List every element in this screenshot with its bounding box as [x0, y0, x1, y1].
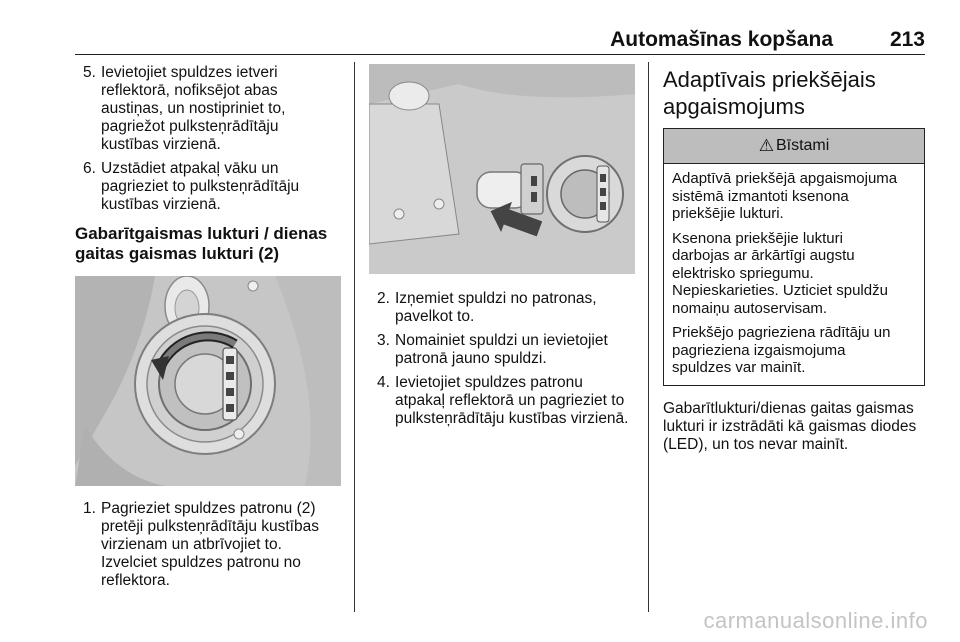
step-number: 5.: [83, 64, 96, 81]
step-line: kustības virzienā.: [101, 136, 221, 153]
step-list-bottom: [75, 500, 343, 590]
column-middle: [369, 64, 634, 434]
warning-line: sistēmā izmantoti ksenona: [672, 187, 849, 205]
step-line: Ievietojiet spuldzes patronu: [395, 374, 583, 391]
step-line: reflektorā, nofiksējot abas: [101, 82, 278, 99]
warning-paragraph: [672, 170, 916, 223]
step-line: pavelkot to.: [395, 308, 475, 325]
warning-line: spuldzes var mainīt.: [672, 359, 806, 376]
section-subheading: [75, 224, 343, 264]
warning-line: Ksenona priekšējie lukturi: [672, 229, 843, 247]
warning-line: pagrieziena izgaismojuma: [672, 341, 846, 359]
step-line: Izņemiet spuldzi no patronas,: [395, 290, 597, 307]
step-line: pulksteņrādītāju kustības virzienā.: [395, 410, 629, 427]
step-number: 1.: [83, 500, 96, 517]
warning-line: Nepieskarieties. Uzticiet spuldžu: [672, 282, 888, 299]
warning-box: [663, 128, 925, 386]
column-divider-left: [354, 62, 355, 612]
step-line: kustības virzienā.: [101, 196, 221, 213]
step-line: pagriežot pulksteņrādītāju: [101, 118, 279, 135]
warning-line: Adaptīvā priekšējā apgaismojuma: [672, 170, 898, 187]
warning-line: nomaiņu autoservisam.: [672, 299, 828, 317]
bulb-holder-illustration: [75, 276, 341, 486]
led-paragraph: [663, 400, 925, 454]
subheading-line: gaitas gaismas lukturi (2): [75, 244, 280, 263]
warning-line: elektrisko spriegumu.: [672, 264, 814, 282]
header-title: Automašīnas kopšana: [610, 28, 833, 51]
step-line: reflektora.: [101, 572, 170, 589]
section-heading: [663, 66, 925, 120]
heading-line: Adaptīvais priekšējais: [663, 67, 876, 92]
page-number: 213: [889, 28, 925, 51]
step-item: [369, 332, 634, 368]
step-line: patronā jauno spuldzi.: [395, 350, 547, 367]
step-number: 6.: [83, 160, 96, 177]
step-list-top: [75, 64, 343, 214]
step-line: Nomainiet spuldzi un ievietojiet: [395, 332, 608, 349]
step-number: 2.: [377, 290, 390, 307]
warning-paragraph: [672, 230, 916, 318]
warning-line: Priekšējo pagrieziena rādītāju un: [672, 324, 891, 341]
page-header: [75, 28, 925, 54]
step-line: atpakaļ reflektorā un pagrieziet to: [395, 392, 625, 409]
bulb-removal-illustration: [369, 64, 635, 274]
heading-line: apgaismojums: [663, 94, 805, 119]
step-line: austiņas, un nostipriniet to,: [101, 100, 286, 117]
step-line: pretēji pulksteņrādītāju kustības: [101, 518, 319, 535]
column-divider-right: [648, 62, 649, 612]
warning-title: Bīstami: [775, 137, 830, 154]
step-number: 4.: [377, 374, 390, 391]
step-item: [75, 160, 343, 214]
subheading-line: Gabarītgaismas lukturi / dienas: [75, 224, 328, 243]
step-line: Izvelciet spuldzes patronu no: [101, 554, 301, 571]
column-left: [75, 64, 343, 596]
header-rule: [75, 54, 925, 55]
column-right: [663, 64, 925, 454]
step-item: [369, 374, 634, 428]
step-item: [75, 500, 343, 590]
step-number: 3.: [377, 332, 390, 349]
paragraph-line: (LED), un tos nevar mainīt.: [663, 435, 849, 453]
warning-header: [664, 129, 924, 164]
paragraph-line: lukturi ir izstrādāti kā gaismas diodes: [663, 417, 917, 435]
step-item: [369, 290, 634, 326]
warning-triangle-icon: ⚠: [758, 136, 774, 155]
paragraph-line: Gabarītlukturi/dienas gaitas gaismas: [663, 399, 914, 417]
step-line: pagrieziet to pulksteņrādītāju: [101, 178, 300, 195]
warning-paragraph: [672, 324, 916, 377]
warning-body: [664, 164, 924, 385]
step-item: [75, 64, 343, 154]
warning-line: priekšējie lukturi.: [672, 205, 784, 222]
step-line: virzienam un atbrīvojiet to.: [101, 536, 282, 553]
step-line: Ievietojiet spuldzes ietveri: [101, 64, 278, 81]
watermark: carmanualsonline.info: [703, 608, 928, 633]
step-line: Pagrieziet spuldzes patronu (2): [101, 500, 316, 517]
step-list: [369, 290, 634, 428]
warning-line: darbojas ar ārkārtīgi augstu: [672, 247, 855, 264]
step-line: Uzstādiet atpakaļ vāku un: [101, 160, 279, 177]
